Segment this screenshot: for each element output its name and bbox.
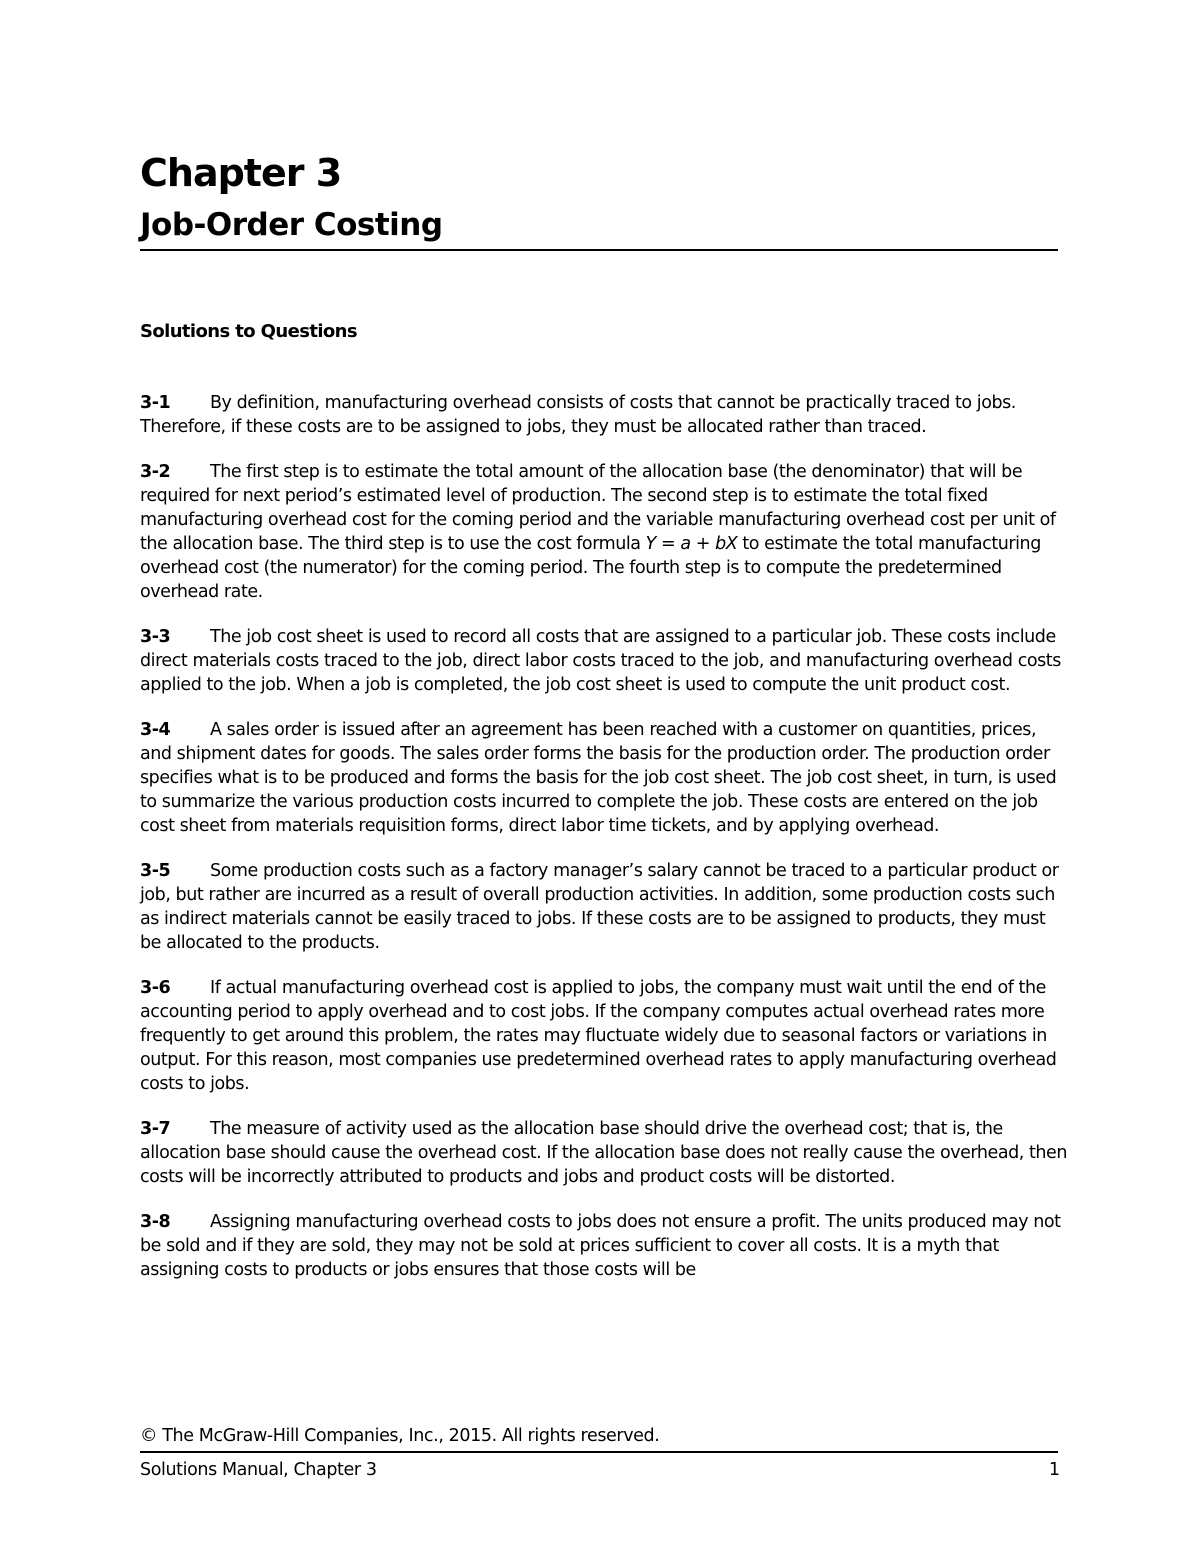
question-number: 3-6 — [140, 978, 171, 998]
question-answer: Assigning manufacturing overhead costs to jobs does not ensure a profit. The units produced may not be sold and if they are sold, they may not be sold at prices sufficient to cover all costs. It is a myth that assigning costs to products or jobs ensures that those costs will be — [140, 1212, 1061, 1280]
question-answer-part: The first step is to estimate the total amount of the allocation base (the denominator) that will be required for next period’s estimated level of production. The second step is to estimate the total fixed manufacturing overhead cost for the coming period and the variable manufacturing overhead cost per unit of the allocation base. The third step is to use the cost formula — [140, 462, 1056, 554]
question-answer: Some production costs such as a factory manager’s salary cannot be traced to a particular product or job, but rather are incurred as a result of overall production activities. In addition, some production costs such as indirect materials cannot be easily traced to jobs. If these costs are to be assigned to products, they must be allocated to the products. — [140, 861, 1059, 953]
question-answer: By definition, manufacturing overhead consists of costs that cannot be practically traced to jobs. Therefore, if these costs are to be assigned to jobs, they must be allocated rather than traced. — [140, 393, 1016, 437]
question-answer: If actual manufacturing overhead cost is applied to jobs, the company must wait until the end of the accounting period to apply overhead and to cost jobs. If the company computes actual overhead rates more frequently to get around this problem, the rates may fluctuate widely due to seasonal factors or variations in output. For this reason, most companies use predetermined overhead rates to apply manufacturing overhead costs to jobs. — [140, 978, 1057, 1094]
question-number: 3-5 — [140, 861, 171, 881]
header-divider — [140, 249, 1058, 251]
question-3-3 — [140, 625, 1070, 697]
question-3-2 — [140, 460, 1070, 604]
question-3-5 — [140, 859, 1070, 955]
question-number: 3-7 — [140, 1119, 171, 1139]
question-number: 3-3 — [140, 627, 171, 647]
question-3-4 — [140, 718, 1070, 838]
question-answer: A sales order is issued after an agreement has been reached with a customer on quantities, prices, and shipment dates for goods. The sales order forms the basis for the production order. The production order specifies what is to be produced and forms the basis for the job cost sheet. The job cost sheet, in turn, is used to summarize the various production costs incurred to complete the job. These costs are entered on the job cost sheet from materials requisition forms, direct labor time tickets, and by applying overhead. — [140, 720, 1057, 836]
question-3-7 — [140, 1117, 1070, 1189]
chapter-subtitle: Job-Order Costing — [140, 207, 443, 243]
question-number: 3-4 — [140, 720, 171, 740]
copyright-notice: © The McGraw-Hill Companies, Inc., 2015. All rights reserved. — [140, 1426, 660, 1446]
question-number: 3-2 — [140, 462, 171, 482]
question-answer: The measure of activity used as the allocation base should drive the overhead cost; that is, the allocation base should cause the overhead cost. If the allocation base does not really cause the overhead, then costs will be incorrectly attributed to products and jobs and product costs will be distorted. — [140, 1119, 1067, 1187]
question-3-1 — [140, 391, 1070, 439]
question-number: 3-1 — [140, 393, 171, 413]
question-answer: The job cost sheet is used to record all costs that are assigned to a particular job. These costs include direct materials costs traced to the job, direct labor costs traced to the job, and manufacturing overhead costs applied to the job. When a job is completed, the job cost sheet is used to compute the unit product cost. — [140, 627, 1061, 695]
questions-list — [140, 391, 1070, 1303]
section-heading: Solutions to Questions — [140, 321, 357, 342]
question-3-6 — [140, 976, 1070, 1096]
question-number: 3-8 — [140, 1212, 171, 1232]
chapter-title: Chapter 3 — [140, 151, 342, 195]
page-number: 1 — [1048, 1460, 1060, 1480]
footer-divider — [140, 1451, 1058, 1453]
cost-formula: Y = a + bX — [645, 534, 738, 554]
question-answer-part: to estimate the total manufacturing overhead cost (the numerator) for the coming period. The fourth step is to compute the predetermined overhead rate. — [140, 534, 1041, 602]
question-3-8 — [140, 1210, 1070, 1282]
footer-manual-label: Solutions Manual, Chapter 3 — [140, 1460, 377, 1480]
